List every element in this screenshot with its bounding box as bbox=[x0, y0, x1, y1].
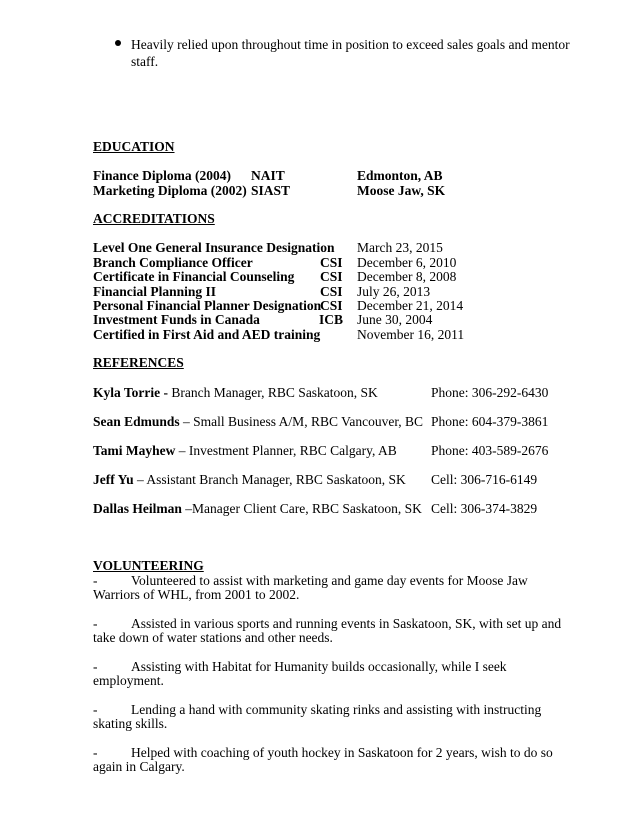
volunteer-dash: - bbox=[93, 573, 98, 588]
bullet-icon bbox=[115, 40, 121, 46]
reference-name: Sean Edmunds bbox=[93, 414, 180, 429]
reference-entry bbox=[93, 414, 423, 430]
reference-name: Dallas Heilman bbox=[93, 501, 182, 516]
volunteering-heading: VOLUNTEERING bbox=[93, 558, 204, 573]
reference-contact: Phone: 403-589-2676 bbox=[431, 443, 549, 458]
accreditation-name: Investment Funds in Canada bbox=[93, 312, 260, 327]
volunteer-line-2: employment. bbox=[93, 673, 164, 688]
accreditation-date: July 26, 2013 bbox=[357, 284, 431, 299]
volunteer-line-1: Volunteered to assist with marketing and game day events for Moose Jaw bbox=[131, 573, 528, 588]
education-program: Finance Diploma (2004) bbox=[93, 168, 231, 183]
accreditation-name: Personal Financial Planner Designation bbox=[93, 298, 322, 313]
accreditation-date: December 8, 2008 bbox=[357, 269, 457, 284]
accreditation-date: March 23, 2015 bbox=[357, 240, 443, 255]
volunteer-dash: - bbox=[93, 702, 98, 717]
accreditation-date: December 21, 2014 bbox=[357, 298, 464, 313]
education-school: NAIT bbox=[251, 168, 285, 183]
education-heading: EDUCATION bbox=[93, 139, 175, 154]
volunteer-line-2: take down of water stations and other needs. bbox=[93, 630, 333, 645]
reference-name: Kyla Torrie - bbox=[93, 385, 168, 400]
accreditation-name: Certified in First Aid and AED training bbox=[93, 327, 321, 342]
accreditation-org: CSI bbox=[320, 269, 343, 284]
reference-entry bbox=[93, 385, 378, 401]
accreditation-org: CSI bbox=[320, 255, 343, 270]
references-heading: REFERENCES bbox=[93, 355, 184, 370]
reference-entry bbox=[93, 501, 422, 517]
volunteer-line-1: Assisting with Habitat for Humanity builds occasionally, while I seek bbox=[131, 659, 507, 674]
reference-detail: – Investment Planner, RBC Calgary, AB bbox=[175, 443, 397, 458]
reference-entry bbox=[93, 443, 397, 459]
reference-contact: Cell: 306-374-3829 bbox=[431, 501, 538, 516]
reference-detail: Branch Manager, RBC Saskatoon, SK bbox=[168, 385, 378, 400]
education-location: Moose Jaw, SK bbox=[357, 183, 446, 198]
education-school: SIAST bbox=[251, 183, 291, 198]
reference-contact: Phone: 604-379-3861 bbox=[431, 414, 549, 429]
accreditation-name: Branch Compliance Officer bbox=[93, 255, 253, 270]
reference-contact: Cell: 306-716-6149 bbox=[431, 472, 538, 487]
accreditation-name: Financial Planning II bbox=[93, 284, 217, 299]
intro-bullet-line-1: Heavily relied upon throughout time in position to exceed sales goals and mentor bbox=[131, 37, 570, 52]
volunteer-dash: - bbox=[93, 616, 98, 631]
accreditation-date: December 6, 2010 bbox=[357, 255, 457, 270]
volunteer-line-1: Helped with coaching of youth hockey in Saskatoon for 2 years, wish to do so bbox=[131, 745, 553, 760]
accreditation-org: CSI bbox=[320, 284, 343, 299]
accreditation-name: Certificate in Financial Counseling bbox=[93, 269, 295, 284]
accreditations-heading: ACCREDITATIONS bbox=[93, 211, 215, 226]
reference-name: Jeff Yu bbox=[93, 472, 134, 487]
education-location: Edmonton, AB bbox=[357, 168, 443, 183]
accreditation-date: June 30, 2004 bbox=[357, 312, 433, 327]
intro-bullet-line-2: staff. bbox=[131, 54, 159, 69]
accreditation-name: Level One General Insurance Designation bbox=[93, 240, 335, 255]
reference-entry bbox=[93, 472, 406, 488]
reference-detail: –Manager Client Care, RBC Saskatoon, SK bbox=[181, 501, 422, 516]
volunteer-line-2: skating skills. bbox=[93, 716, 168, 731]
reference-detail: – Small Business A/M, RBC Vancouver, BC bbox=[179, 414, 424, 429]
education-program: Marketing Diploma (2002) bbox=[93, 183, 247, 198]
volunteer-line-1: Assisted in various sports and running events in Saskatoon, SK, with set up and bbox=[131, 616, 562, 631]
volunteer-dash: - bbox=[93, 745, 98, 760]
volunteer-dash: - bbox=[93, 659, 98, 674]
volunteer-line-1: Lending a hand with community skating rinks and assisting with instructing bbox=[131, 702, 542, 717]
reference-contact: Phone: 306-292-6430 bbox=[431, 385, 549, 400]
volunteer-line-2: again in Calgary. bbox=[93, 759, 185, 774]
volunteer-line-2: Warriors of WHL, from 2001 to 2002. bbox=[93, 587, 300, 602]
accreditation-date: November 16, 2011 bbox=[357, 327, 465, 342]
accreditation-org: ICB bbox=[319, 312, 344, 327]
accreditation-org: CSI bbox=[320, 298, 343, 313]
reference-name: Tami Mayhew bbox=[93, 443, 176, 458]
reference-detail: – Assistant Branch Manager, RBC Saskatoon, SK bbox=[133, 472, 406, 487]
